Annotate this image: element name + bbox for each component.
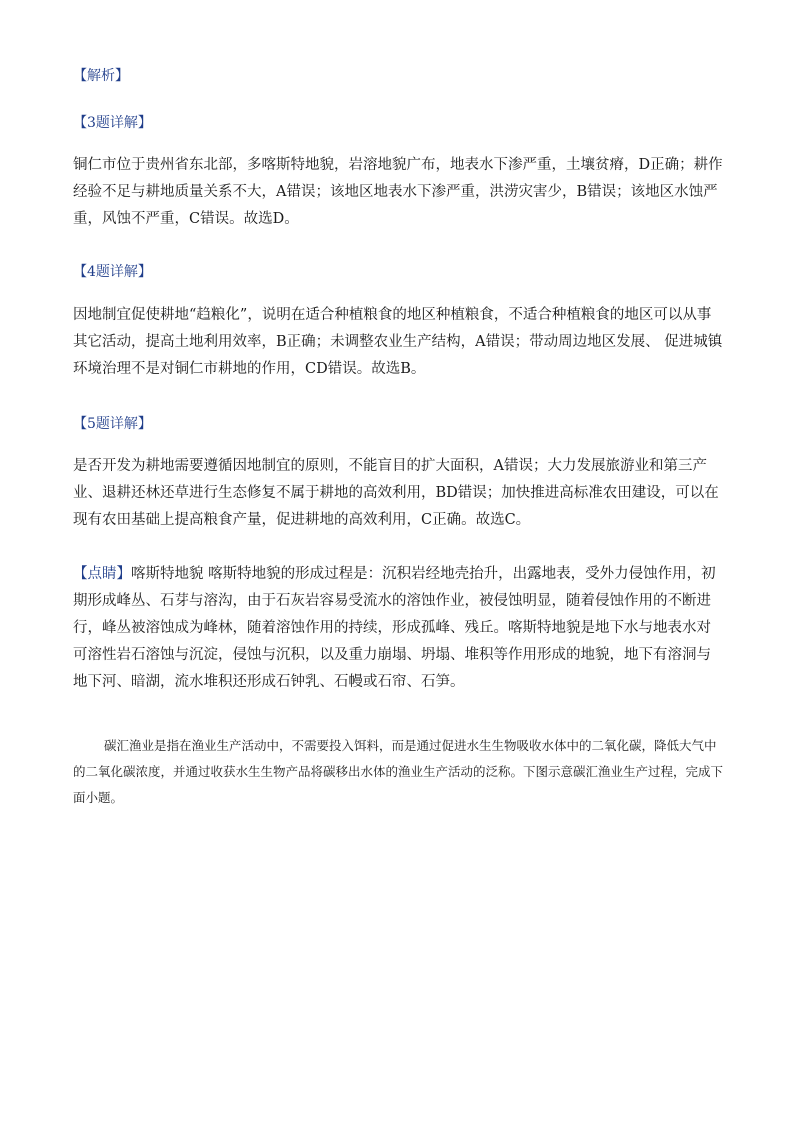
question-3-explanation: 铜仁市位于贵州省东北部，多喀斯特地貌，岩溶地貌广布，地表水下渗严重，土壤贫瘠，D正确；耕作经验不足与耕地质量关系不大，A错误；该地区地表水下渗严重，洪涝灾害少，B错误；该地区水蚀严重，风蚀不严重，C错误。故选D。 bbox=[73, 157, 723, 227]
key-points-label: 【点睛】 bbox=[73, 566, 131, 582]
key-points-paragraph bbox=[73, 561, 723, 696]
question-5-heading: 【5题详解】 bbox=[73, 416, 152, 432]
key-points-text: 喀斯特地貌 喀斯特地貌的形成过程是：沉积岩经地壳抬升，出露地表，受外力侵蚀作用，初期形成峰丛、石芽与溶沟，由于石灰岩容易受流水的溶蚀作业，被侵蚀明显，随着侵蚀作用的不断进行，峰丛被溶蚀成为峰林，随着溶蚀作用的持续，形成孤峰、残丘。喀斯特地貌是地下水与地表水对可溶性岩石溶蚀与沉淀，侵蚀与沉积，以及重力崩塌、坍塌、堆积等作用形成的地貌，地下有溶洞与地下河、暗湖，流水堆积还形成石钟乳、石幔或石帘、石笋。 bbox=[73, 566, 716, 690]
question-5-explanation: 是否开发为耕地需要遵循因地制宜的原则，不能盲目的扩大面积，A错误；大力发展旅游业和第三产业、退耕还林还草进行生态修复不属于耕地的高效利用，BD错误；加快推进高标准农田建设，可以在现有农田基础上提高粮食产量，促进耕地的高效利用，C正确。故选C。 bbox=[73, 458, 719, 528]
analysis-heading: 【解析】 bbox=[73, 68, 129, 84]
question-4-heading: 【4题详解】 bbox=[73, 264, 152, 280]
carbon-sink-fishery-intro: 碳汇渔业是指在渔业生产活动中，不需要投入饵料，而是通过促进水生生物吸收水体中的二氧化碳，降低大气中的二氧化碳浓度，并通过收获水生生物产品将碳移出水体的渔业生产活动的泛称。下图示意碳汇渔业生产过程，完成下面小题。 bbox=[73, 738, 724, 805]
question-3-heading: 【3题详解】 bbox=[73, 115, 152, 131]
question-4-explanation: 因地制宜促使耕地“趋粮化”，说明在适合种植粮食的地区种植粮食，不适合种植粮食的地区可以从事其它活动，提高土地利用效率，B正确；未调整农业生产结构，A错误；带动周边地区发展、 促进城镇环境治理不是对铜仁市耕地的作用，CD错误。故选B。 bbox=[73, 307, 723, 377]
